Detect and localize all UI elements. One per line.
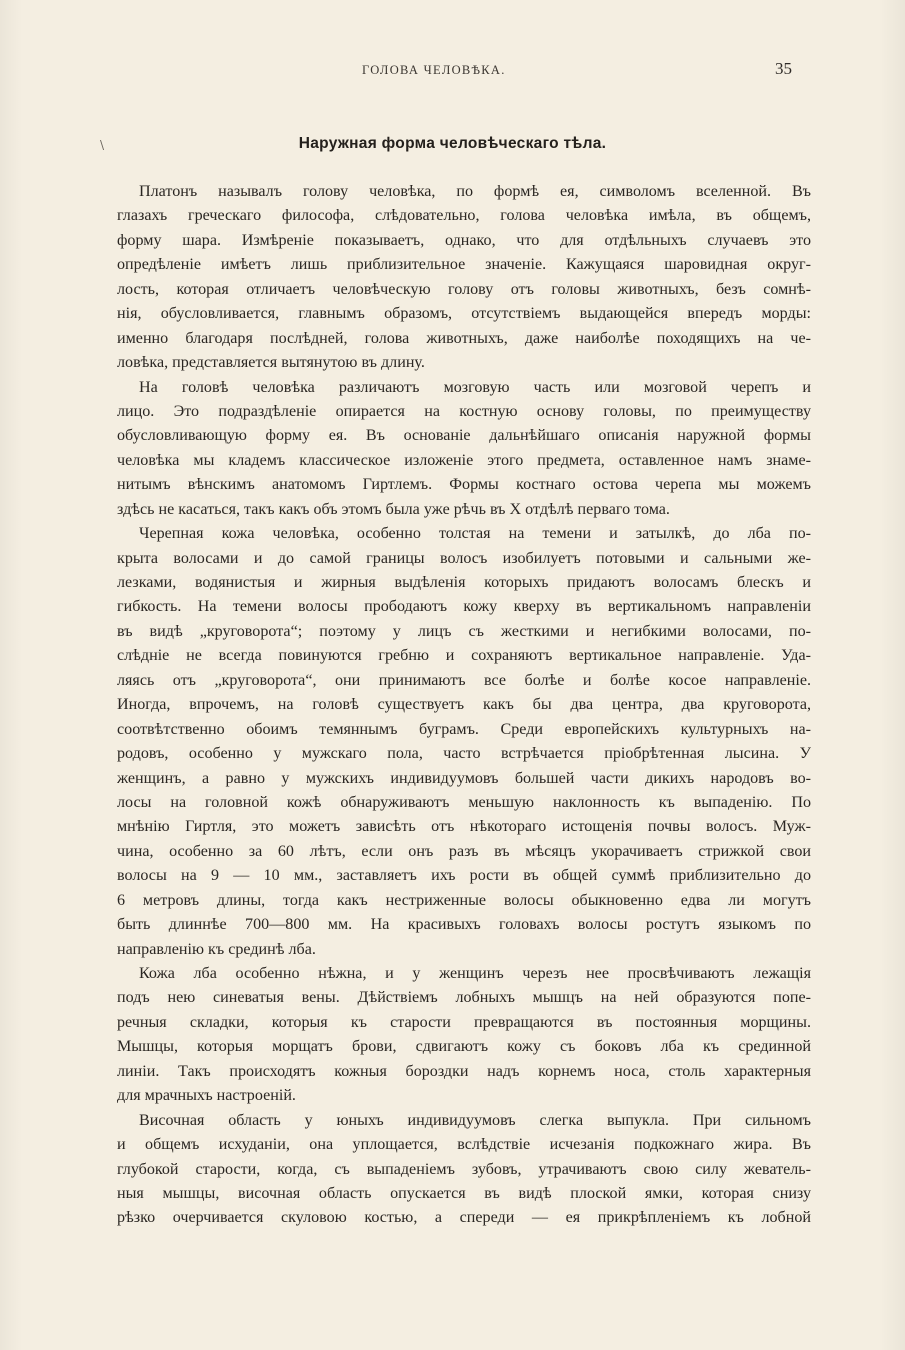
text-line: гибкость. На темени волосы прободаютъ кожу кверху въ вертикальномъ направленіи [117, 598, 811, 616]
text-line: слѣдніе не всегда повинуются гребню и сохраняютъ вертикальное направленіе. Уда- [117, 647, 811, 665]
text-line: и общемъ исхуданіи, она уплощается, вслѣдствіе исчезанія подкожнаго жира. Въ [117, 1136, 811, 1154]
text-line: здѣсь не касаться, такъ какъ объ этомъ была уже рѣчь въ X отдѣлѣ перваго тома. [117, 500, 670, 518]
running-title: ГОЛОВА ЧЕЛОВѢКА. [362, 63, 506, 77]
text-line: линіи. Такъ происходятъ кожныя бороздки надъ корнемъ носа, столь характерныя [117, 1062, 811, 1080]
text-line: женщинъ, а равно у мужскихъ индивидуумовъ большей части дикихъ народовъ во- [117, 769, 811, 787]
text-line: именно благодаря послѣдней, голова животныхъ, даже наиболѣе походящихъ на че- [117, 329, 811, 347]
text-line: въ видѣ „круговорота“; поэтому у лицъ съ жесткими и негибкими волосами, по- [117, 622, 811, 640]
text-line: форму шара. Измѣреніе показываетъ, однако, что для отдѣльныхъ случаевъ это [117, 231, 811, 249]
text-line: ловѣка, представляется вытянутою въ длину. [117, 354, 425, 372]
text-line: крыта волосами и до самой границы волосъ изобилуетъ потовыми и сальными же- [117, 549, 811, 567]
stray-mark: \ [100, 138, 105, 152]
text-line: обусловливающую форму ея. Въ основаніе дальнѣйшаго описанія наружной формы [117, 427, 811, 445]
text-line: Иногда, впрочемъ, на головѣ существуетъ какъ бы два центра, два круговорота, [117, 696, 811, 714]
text-line: Мышцы, которыя морщатъ брови, сдвигаютъ кожу съ боковъ лба къ срединной [117, 1038, 811, 1056]
text-line: лость, которая отличаетъ человѣческую голову отъ головы животныхъ, безъ сомнѣ- [117, 280, 811, 298]
text-line: нія, обусловливается, главнымъ образомъ, отсутствіемъ выдающейся впередъ морды: [117, 305, 811, 323]
text-line: глубокой старости, когда, съ выпаденіемъ зубовъ, утрачиваютъ свою силу жеватель- [117, 1160, 811, 1178]
text-line: лезками, водянистыя и жирныя выдѣленія которыхъ придаютъ волосамъ блескъ и [117, 574, 811, 591]
text-line: ляясь отъ „круговорота“, они принимаютъ все болѣе и болѣе косое направленіе. [117, 671, 811, 689]
text-line: лосы на головной кожѣ обнаруживаютъ меньшую наклонность къ выпаденію. По [117, 793, 811, 811]
text-line: лицо. Это подраздѣленіе опирается на костную основу головы, по преимуществу [117, 402, 811, 420]
text-line: опредѣленіе имѣетъ лишь приблизительное значеніе. Кажущаяся шаровидная округ- [117, 256, 811, 274]
text-line: направленію къ срединѣ лба. [117, 940, 316, 958]
text-line: быть длиннѣе 700—800 мм. На красивыхъ головахъ волосы ростутъ языкомъ по [117, 916, 811, 934]
text-line: соотвѣтственно обоимъ темяннымъ буграмъ. Среди европейскихъ культурныхъ на- [117, 720, 811, 738]
text-line: Височная область у юныхъ индивидуумовъ слегка выпукла. При сильномъ [139, 1111, 811, 1129]
text-line: речныя складки, которыя къ старости превращаются въ постоянныя морщины. [117, 1013, 811, 1031]
text-line: нитымъ вѣнскимъ анатомомъ Гиртлемъ. Формы костнаго остова черепа мы можемъ [117, 476, 811, 494]
body-text [117, 180, 811, 1231]
text-line: подъ нею синеватыя вены. Дѣйствіемъ лобныхъ мышцъ на ней образуются попе- [117, 989, 811, 1007]
text-line: родовъ, особенно у мужскаго пола, часто встрѣчается пріобрѣтенная лысина. У [117, 745, 811, 763]
text-line: для мрачныхъ настроеній. [117, 1087, 296, 1105]
text-line: чина, особенно за 60 лѣтъ, если онъ разъ въ мѣсяцъ укорачиваетъ стрижкой свои [117, 842, 811, 860]
text-line: ныя мышцы, височная область опускается въ видѣ плоской ямки, которая снизу [117, 1184, 811, 1202]
page-number: 35 [775, 59, 792, 78]
text-line: На головѣ человѣка различаютъ мозговую часть или мозговой черепъ и [139, 378, 811, 396]
text-line: Платонъ называлъ голову человѣка, по формѣ ея, символомъ вселенной. Въ [139, 183, 811, 200]
text-line: рѣзко очерчивается скуловою костью, а спереди — ея прикрѣпленіемъ къ лобной [117, 1209, 811, 1227]
text-line: волосы на 9 — 10 мм., заставляетъ ихъ рости въ общей суммѣ приблизительно до [117, 867, 811, 885]
text-line: человѣка мы кладемъ классическое изложеніе этого предмета, оставленное намъ знаме- [117, 451, 811, 469]
text-line: мнѣнію Гиртля, это можетъ зависѣть отъ нѣкотораго истощенія почвы волосъ. Муж- [117, 818, 811, 836]
text-line: глазахъ греческаго философа, слѣдовательно, голова человѣка имѣла, въ общемъ, [117, 207, 811, 225]
section-title: Наружная форма человѣческаго тѣла. [298, 135, 607, 152]
text-line: Черепная кожа человѣка, особенно толстая на темени и затылкѣ, до лба по- [139, 525, 811, 543]
text-line: 6 метровъ длины, тогда какъ нестриженные волосы обыкновенно едва ли могутъ [117, 891, 811, 909]
running-head [0, 59, 905, 82]
text-line: Кожа лба особенно нѣжна, и у женщинъ черезъ нее просвѣчиваютъ лежащія [139, 965, 811, 982]
